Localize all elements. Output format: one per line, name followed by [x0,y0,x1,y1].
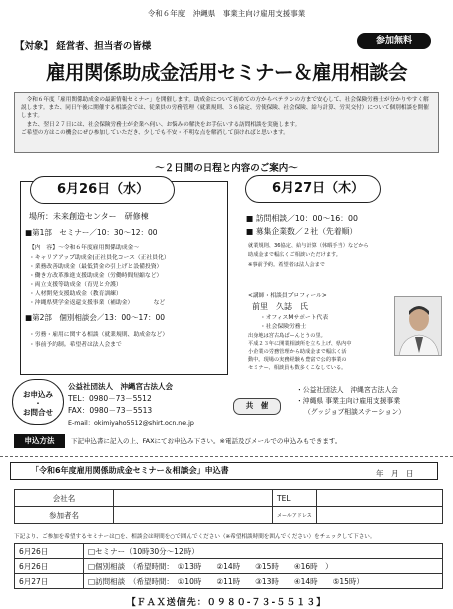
fax-footer: 【ＦＡＸ送信先：０９８０-７３-５５１３】 [126,598,327,608]
day2-desc: 助成金まで幅広くご相談いただけます。 [248,252,341,258]
day1-item: ・業務改善助成金（最低賃金の引上げと設備投資） [29,264,163,270]
day2-note: ※事前予約。希望者は法人会まで [248,262,325,268]
contact-badge-line: ・ [34,399,42,408]
email-label: メールアドレス [273,507,317,524]
form-instructions: 下記より、ご参加を希望するセミナーは□を、相談会は時間を○で囲んでください（※希望相談時間を囲んでください）をチェックして下さい。 [14,534,376,540]
day1-part2-item: ・事前予約制。希望者は法人会まで [29,342,122,348]
contact-badge-line: お申込み [23,390,53,399]
profile-heading: <講師・相談員プロフィール> [248,293,327,299]
participant-label: 参加者名 [15,507,114,524]
apply-text: 下記申込書に記入の上、FAXにてお申込み下さい。※電話及びメールでの申込みもできます。 [71,437,342,445]
tel-label: TEL [273,490,317,507]
row-date: 6月26日 [15,544,84,559]
profile-role: ・社会保険労務士 [260,324,307,330]
apply-badge: 申込方法 [14,434,65,448]
row-date: 6月26日 [15,559,84,574]
table-row [15,559,443,574]
day2-desc: 就業規則、36協定、給与計算（休暇手当）などから [248,243,369,249]
day1-part2-item: ・労務・雇用に関する相談（就業規則、助成金など） [29,332,169,338]
table-row [15,544,443,559]
row-date: 6月27日 [15,574,84,589]
cosponsor-line: ・沖縄県 事業主向け雇用支援事業 [296,397,401,405]
target-audience: 【対象】 経営者、担当者の皆様 [15,41,152,52]
row-option[interactable]: □セミナー（10時30分～12時） [84,544,443,559]
day1-part2: ■第2部 個別相談会／13：00～17：00 [25,313,166,322]
day1-venue: 場所：未来創造センター 研修棟 [29,212,149,221]
email-field[interactable] [316,507,442,524]
form-title: 「令和6年度雇用関係助成金セミナー＆相談会」申込書 [10,462,438,480]
day1-date: 6月26日（水） [30,176,175,204]
free-badge: 参加無料 [357,33,431,49]
cosponsor-badge: 共 催 [233,398,281,415]
profile-bio-line: 出身地は宮古島ぱーんとうの里。 [248,333,326,339]
day1-part1: ■第1部 セミナー／10：30～12：00 [25,228,158,237]
day2-date: 6月27日（木） [245,175,381,203]
cut-line [0,456,453,457]
schedule-heading: ～２日間の日程と内容のご案内～ [155,163,298,174]
day2-visit: ■ 訪問相談／10：00～16：00 [246,214,358,223]
contact-badge [12,379,64,425]
profile-name: 前里 久誌 氏 [252,302,308,311]
cosponsor-line: ・公益社団法人 沖縄宮古法人会 [296,386,398,394]
contact-org: 公益社団法人 沖縄宮古法人会 [68,382,173,391]
table-row [15,574,443,589]
company-label: 会社名 [15,490,114,507]
company-field[interactable] [114,490,273,507]
top-line: 令和６年度 沖縄県 事業主向け雇用支援事業 [147,9,306,18]
day1-card [20,181,228,375]
contact-fax: FAX：0980－73－5513 [68,406,153,415]
portrait-icon [395,297,442,356]
participant-field[interactable] [114,507,273,524]
day1-item: ・人材開発支援助成金（教育訓練） [29,291,122,297]
intro-paragraph: 令和６年度「雇用関係助成金の最新情報セミナー」を開催します。助成金について初めての方からベテランの方まで安心して、社会保険労務士が分かりやすく解説します。また、同日午後に開催する相談会では、従業員の労務管理（就業規則、３６協定、労使保険、社会保険、給与計算、労災交付）について個別相談を開催します。 また、翌日２７日には、社会保険労務士が企業へ伺い、お悩みの解決をお手伝いする訪問相談を実施します。 ご希望の方はこの機会にぜひ参加していただき、少しでも不安・不明な点を解消して頂ければと思います。 [21,97,429,136]
day1-item: ・働き方改革推進支援助成金（労働時間短縮など） [29,273,163,279]
intro-text [14,92,439,153]
day1-item: ・キャリアアップ助成金(正社員化コース（正社員化） [29,255,170,261]
day1-item: ・両立支援等助成金（育児と介護） [29,282,122,288]
contact-tel: TEL：0980－73－5512 [68,394,152,403]
schedule-table [14,543,443,589]
page-title: 雇用関係助成金活用セミナー＆雇用相談会 [45,61,407,84]
contact-email[interactable]: E-mail：okimiyaho5512@shirt.ocn.ne.jp [68,420,194,427]
cosponsor-line: （グッジョブ相談ステーション） [304,408,406,416]
row-option[interactable]: □個別相談 （希望時間： ①13時 ②14時 ③15時 ④16時 ） [84,559,443,574]
day1-item: ・沖縄県奨学金返還支援事業（補助金） など [29,300,166,306]
speaker-photo [394,296,442,356]
row-option[interactable]: □訪問相談 （希望時間： ①10時 ②11時 ③13時 ④14時 ⑤15時） [84,574,443,589]
tel-field[interactable] [316,490,442,507]
application-form [14,489,443,524]
contact-badge-line: お問合せ [23,408,53,417]
profile-bio-line: 平成２３年に開業相談所を立ち上げ、県内中 [248,341,352,347]
form-date[interactable]: 年 月 日 [376,469,414,478]
day1-content-head: 【内 容】～令和６年度雇用関係助成金～ [29,245,140,251]
profile-role: ・オフィスMサポート代表 [260,315,329,321]
profile-bio-line: 小企業の労務管理から助成金まで幅広く活 [248,349,347,355]
day2-quota: ■ 募集企業数／２社（先着順） [246,227,358,236]
profile-bio-line: 動中。現場の実務経験も豊富で公的事業の [248,357,347,363]
profile-bio-line: セミナー、相談員も数多くこなしている。 [248,365,347,371]
